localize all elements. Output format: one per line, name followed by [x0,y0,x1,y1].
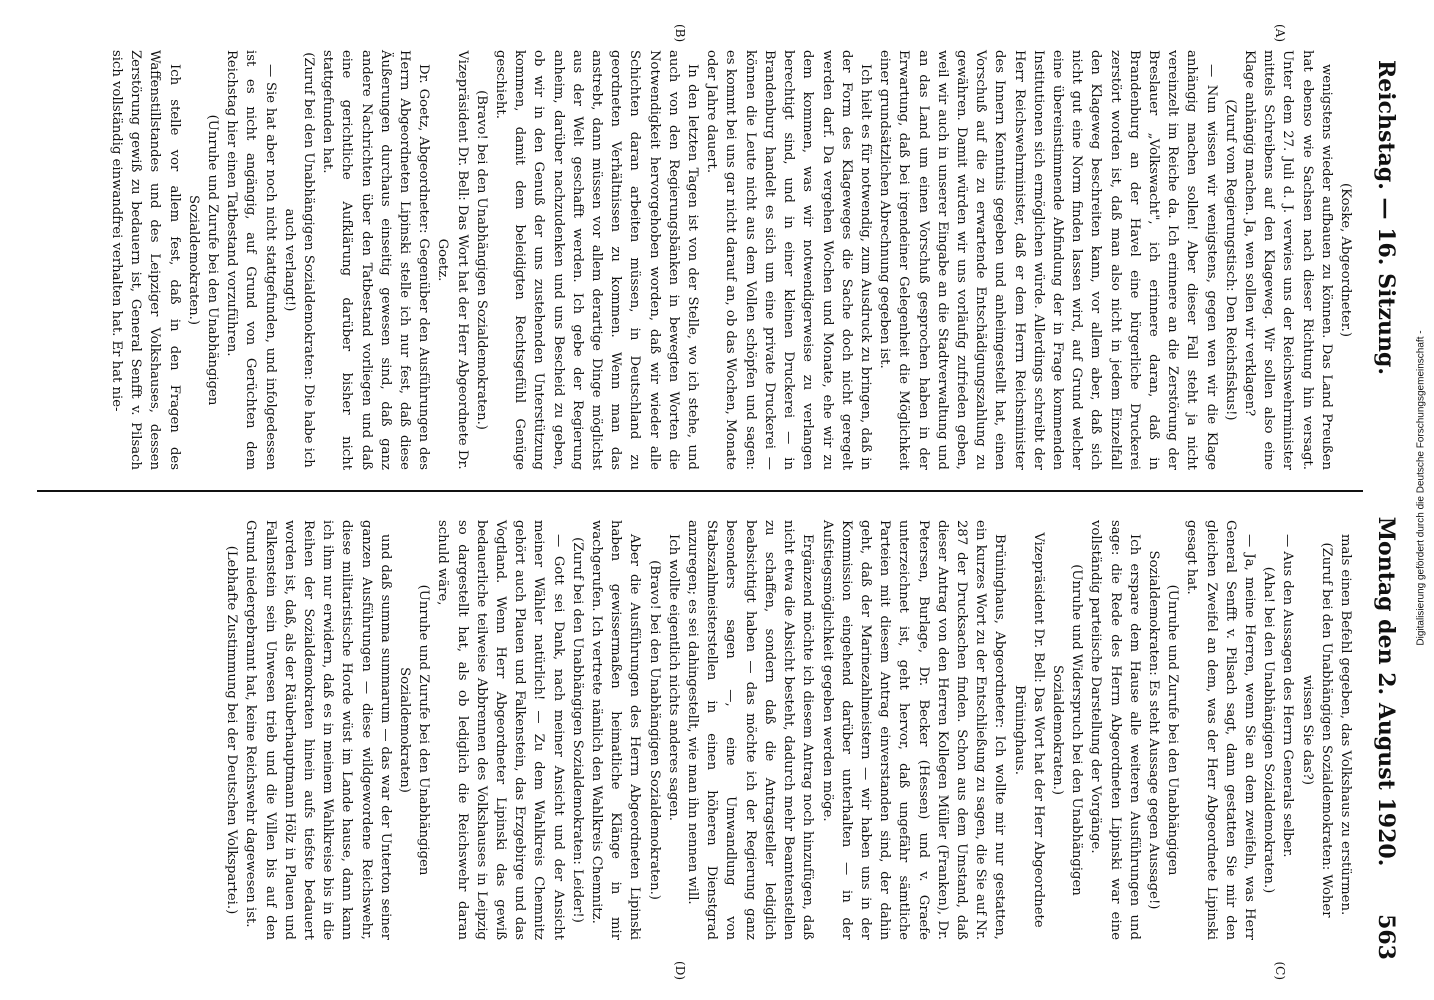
paragraph: (Unruhe und Zurufe bei den Unabhängigen Sozialdemokraten) [397,584,432,876]
paragraph: — Nun wissen wir wenigstens, gegen wen wir die Klage anhängig machen sollen! Aber dieser Fall steht ja nicht vereinzelt im Reiche da. Ich erinnere an die Zerstörung der Breslauer „Volkswacht", ich erinnere daran, daß in Brandenburg an der Havel eine bürgerliche Druckerei zerstört worden ist, daß man also nicht in jedem Einzelfall den Klageweg beschreiten kann, vor allem aber, daß sich nicht gut eine Norm finden lassen wird, auf Grund welcher eine übereinstimmende Abfindung der in Frage kommenden Institutionen sich ermöglichen würde. Allerdings schreibt der Herr Reichswehrminister, daß er dem Herrn Reichsminister des Innern Kenntnis gegeben und anheimgestellt hat, einen Vorschuß auf die zu erwartende Entschädigungszahlung zu gewähren. Damit würden wir uns vorläufig zufrieden geben, weil wir auch in unserer Eingabe an die Stadtverwaltung und an das Land um einen Vorschuß gesprochen haben in der Erwartung, daß bei irgendeiner Gelegenheit die Möglichkeit einer grundsätzlichen Abrechnung gegeben ist. [877,50,1219,470]
dfg-credit [1410,8,1432,968]
header-left: Reichstag. — 16. Sitzung. [1373,60,1399,376]
paragraph: In den letzten Tagen ist von der Stelle, wo ich stehe, und auch von den Regierungsbänken in bewegten Worten die Notwendigkeit hervorgehoben worden, daß wir wieder alle Schichten daran arbeiten müssen, in Deutschland zu geordneten Verhältnissen zu kommen. Wenn man das anstrebt, dann müssen vor allem derartige Dinge möglichst aus der Welt geschafft werden. Ich gebe der Regierung anheim, darüber nachzudenken und uns Bescheid zu geben, ob wir in den Genuß der uns zustehenden Unterstützung kommen, damit dem beleidigten Rechtsgefühl Genüge geschieht. [493,50,701,470]
header-right [1373,517,1399,960]
marker-b: (B) [673,24,687,43]
paragraph: wenigstens wieder aufbauen zu können. Das Land Preußen hat ebenso wie Sachsen nach dieser Richtung hin versagt. Unter dem 27. Juli d. J. verwies uns der Reichswehrminister mittels Schreibens auf den Klageweg. Wir sollen also eine Klage anhängig machen. Ja, wen sollen wir verklagen? [1241,50,1334,470]
paragraph: Ergänzend möchte ich diesem Antrag noch hinzufügen, daß nicht etwa die Absicht besteht, dadurch mehr Beamtenstellen zu schaffen, sondern daß die Antragsteller lediglich beabsichtigt haben — das möchte ich der Regierung ganz besonders sagen —, eine Umwandlung von Stabszahlmeisterstellen in einen höheren Dienstgrad anzuregen; es sei dahingestellt, wie man ihn nennen will. [685,520,816,940]
text-column-left [107,50,1355,470]
dfg-credit-text: Digitalisierung gefördert durch die Deutsche Forschungsgemeinschaft - [1415,330,1427,646]
paragraph: (Zuruf bei den Unabhängigen Sozialdemokraten: Woher wissen Sie das?) [1299,542,1334,918]
paragraph: (Lebhafte Zustimmung bei der Deutschen Volkspartei.) [224,545,240,915]
text-column-right [222,520,1355,940]
paragraph: (Bravo! bei den Unabhängigen Sozialdemokraten.) [473,90,489,430]
paragraph: — Aus den Aussagen des Herrn Generals selber. [1280,534,1296,858]
paragraph: mals einen Befehl gegeben, das Volkshaus zu erstürmen. [1338,534,1353,916]
paragraph: Aber die Ausführungen des Herrn Abgeordneten Lipinski haben gewissermaßen heimatliche Klänge in mir wachgerufen. Ich vertrete nämlich den Wahlkreis Chemnitz. [589,520,643,940]
column-divider [37,490,1363,492]
paragraph: Ich erspare dem Hause alle weiteren Ausführungen und sage: die Rede des Herrn Abgeordneten Lipinski war eine vollständig parteiische Darstellung der Vorgänge. [1088,520,1142,940]
marker-d: (D) [673,961,687,980]
paragraph: — Gott sei Dank, nach meiner Ansicht und der Ansicht meiner Wähler natürlich! — Zu dem Wahlkreis Chemnitz gehört auch Plauen und Falkenstein, das Erzgebirge und das Vogtland. Wenn Herr Abgeordneter Lipinski das gewiß bedauerliche teilweise Abbrennen des Volkshauses in Leipzig so dargestellt hat, als ob lediglich die Reichswehr daran schuld wäre, [435,520,566,940]
page-number: 563 [1373,914,1399,960]
paragraph: (Zuruf bei den Unabhängigen Sozialdemokraten: Die habe ich auch verlangt!) [281,52,317,468]
paragraph: Dr. Goetz, Abgeordneter: Gegenüber den Ausführungen des Herrn Abgeordneten Lipinski stelle ich nur fest, daß diese Äußerungen durchaus einseitig gewesen sind, daß ganz andere Nachrichten über den Tatbestand vorliegen und daß eine gerichtliche Aufklärung darüber bisher nicht stattgefunden hat. [320,50,432,470]
paragraph: Ich wollte eigentlich nichts anderes sagen. [665,534,681,821]
paragraph: (Bravo! bei den Unabhängigen Sozialdemokraten.) [646,560,662,900]
marker-c: (C) [1273,961,1287,980]
document-page [27,20,1407,980]
paragraph: Brüninghaus, Abgeordneter: Ich wollte mir nur gestatten, ein kurzes Wort zu der Entschließung zu sagen, die Sie auf Nr. 287 der Drucksachen finden. Schon aus dem Umstand, daß dieser Antrag von den Herren Kollegen Müller (Franken), Dr. Petersen, Burlage, Dr. Becker (Hessen) und v. Graefe unterzeichnet ist, geht hervor, daß ungefähr sämtliche Parteien mit diesem Antrag einverstanden sind, der dahin geht, daß der Marinezahlmeistern — wir haben uns in der Kommission eingehend darüber unterhalten — in der Aufstiegsmöglichkeit gegeben werden möge. [819,520,1008,941]
paragraph: und daß summa summarum — das war der Unterton seiner ganzen Ausführungen — diese wildgewordene Reichswehr, diese militaristische Horde wüst im Lande hause, dann kann ich ihm nur erwidern, daß es in meinem Wahlkreise bis in die Reihen der Sozialdemokraten hinein aufs tiefste bedauert worden ist, daß, als der Räuberhauptmann Hölz in Plauen und Falkenstein sein Unwesen trieb und die Villen bis auf den Grund niedergebrannt hat, keine Reichswehr dagewesen ist. [243,520,393,940]
header-date: Montag den 2. August 1920. [1373,516,1399,867]
paragraph: (Zuruf vom Regierungstisch: Den Reichsfiskus!) [1222,99,1238,421]
paragraph: — Sie hat aber noch nicht stattgefunden, und infolgedessen ist es nicht angängig, auf Grund von Gerüchten dem Reichstag hier einen Tatbestand vorzuführen. [224,50,278,470]
paragraph: Vizepräsident Dr. Bell: Das Wort hat der Herr Abgeordnete Brüninghaus. [1011,532,1046,928]
paragraph: Vizepräsident Dr. Bell: Das Wort hat der Herr Abgeordnete Dr. Goetz. [435,50,470,470]
paragraph: (Koske, Abgeordneter.) [1338,182,1353,338]
paragraph: Ich stelle vor allem fest, daß in den Fragen des Waffenstillstandes und des Leipziger Volkshauses, dessen Zerstörung gewiß zu bedauern ist, General Senfft v. Pilsach sich vollständig einwandfrei verhalten hat. Er hat nie- [109,50,182,470]
paragraph: (Aha! bei den Unabhängigen Sozialdemokraten.) [1261,566,1277,894]
marker-a: (A) [1273,24,1287,43]
paragraph: — Ja, meine Herren, wenn Sie an dem zweifeln, was Herr General Senfft v. Pilsach sagt, dann gestatten Sie mir den gleichen Zweifel an dem, was der Herr Abgeordnete Lipinski gesagt hat. [1184,520,1257,940]
paragraph: (Unruhe und Widerspruch bei den Unabhängigen Sozialdemokraten.) [1049,564,1085,896]
paragraph: (Unruhe und Zurufe bei den Unabhängigen Sozialdemokraten: Es steht Aussage gegen Aussage!) [1145,550,1181,910]
paragraph: (Unruhe und Zurufe bei den Unabhängigen Sozialdemokraten.) [185,114,221,406]
page-header [1367,20,1407,980]
paragraph: Ich hielt es für notwendig, zum Ausdruck zu bringen, daß in der Form des Klageweges die Sache doch nicht geregelt werden darf. Da vergehen Wochen und Monate, ehe wir zu dem kommen, was wir notwendigerweise zu verlangen berechtigt sind, und in einer kleinen Druckerei — in Brandenburg handelt es sich um eine private Druckerei — können die Leute nicht aus dem Vollen schöpfen und sagen: es kommt bei uns gar nicht darauf an, ob das Wochen, Monate oder Jahre dauert. [704,50,873,470]
paragraph: (Zuruf bei den Unabhängigen Sozialdemokraten: Leider!) [569,537,585,923]
